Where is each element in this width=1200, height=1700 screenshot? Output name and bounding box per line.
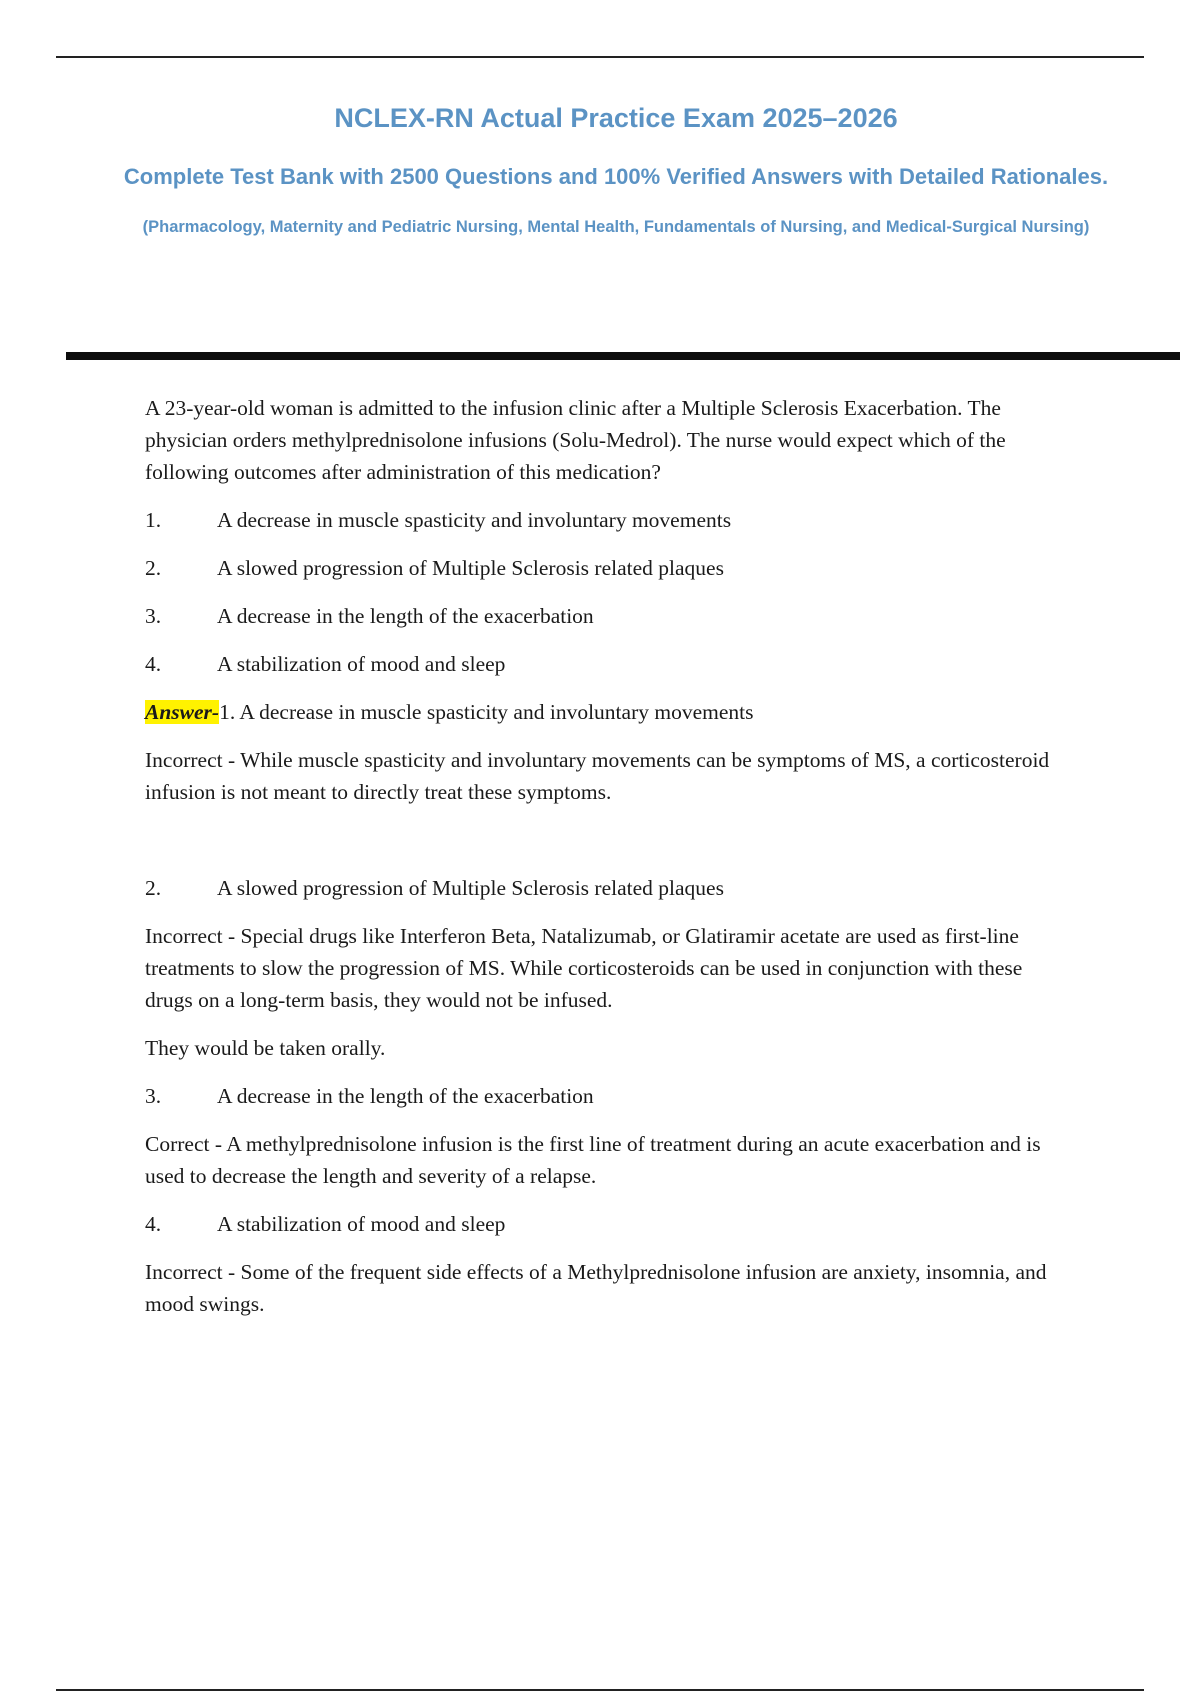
question-stem: A 23-year-old woman is admitted to the infusion clinic after a Multiple Sclerosis Exacerbation. The physician orders methylprednisolone infusions (Solu-Medrol). The nurse would expect which of the following outcomes after administration of this medication? [145, 396, 1006, 484]
option-number: 1. [145, 508, 162, 532]
rationale-2: Incorrect - Special drugs like Interferon Beta, Natalizumab, or Glatiramir acetate are used as first-line treatments to slow the progression of MS. While corticosteroids can be used in conjunction with these drugs on a long-term basis, they would not be infused. [145, 924, 1023, 1012]
option-3 [145, 600, 1075, 632]
option-number: 4. [145, 652, 162, 676]
option-1 [145, 504, 1075, 536]
answer-option-2 [145, 872, 1075, 904]
option-text: A slowed progression of Multiple Sclerosis related plaques [217, 556, 724, 580]
option-text: A decrease in the length of the exacerbation [217, 604, 594, 628]
document-header [120, 96, 1112, 242]
option-number: 3. [145, 1084, 162, 1108]
rationale-3: Correct - A methylprednisolone infusion is the first line of treatment during an acute exacerbation and is used to decrease the length and severity of a relapse. [145, 1132, 1041, 1188]
answer-label: Answer- [145, 700, 220, 724]
question-content [145, 392, 1075, 1336]
option-text: A decrease in the length of the exacerbation [217, 1084, 594, 1108]
option-number: 3. [145, 604, 162, 628]
bottom-divider [56, 1689, 1144, 1691]
rationale-4: Incorrect - Some of the frequent side effects of a Methylprednisolone infusion are anxiety, insomnia, and mood swings. [145, 1260, 1047, 1316]
option-number: 2. [145, 556, 162, 580]
subject-list: (Pharmacology, Maternity and Pediatric Nursing, Mental Health, Fundamentals of Nursing, and Medical-Surgical Nursing) [142, 218, 1090, 236]
document-subtitle: Complete Test Bank with 2500 Questions and 100% Verified Answers with Detailed Rationales. [123, 164, 1109, 189]
option-text: A slowed progression of Multiple Sclerosis related plaques [217, 876, 724, 900]
option-2 [145, 552, 1075, 584]
rationale-2-continued: They would be taken orally. [145, 1036, 386, 1060]
option-text: A stabilization of mood and sleep [217, 652, 506, 676]
option-text: A stabilization of mood and sleep [217, 1212, 506, 1236]
document-title: NCLEX-RN Actual Practice Exam 2025–2026 [334, 103, 898, 133]
answer-line [145, 696, 1075, 728]
top-divider [56, 56, 1144, 58]
answer-option-4 [145, 1208, 1075, 1240]
spacer [145, 824, 1075, 872]
answer-option-3 [145, 1080, 1075, 1112]
option-number: 2. [145, 876, 162, 900]
option-4 [145, 648, 1075, 680]
option-number: 4. [145, 1212, 162, 1236]
header-divider [66, 352, 1180, 360]
rationale-1: Incorrect - While muscle spasticity and involuntary movements can be symptoms of MS, a corticosteroid infusion is not meant to directly treat these symptoms. [145, 748, 1050, 804]
answer-first-option: 1. A decrease in muscle spasticity and involuntary movements [219, 700, 754, 724]
option-text: A decrease in muscle spasticity and involuntary movements [217, 508, 732, 532]
